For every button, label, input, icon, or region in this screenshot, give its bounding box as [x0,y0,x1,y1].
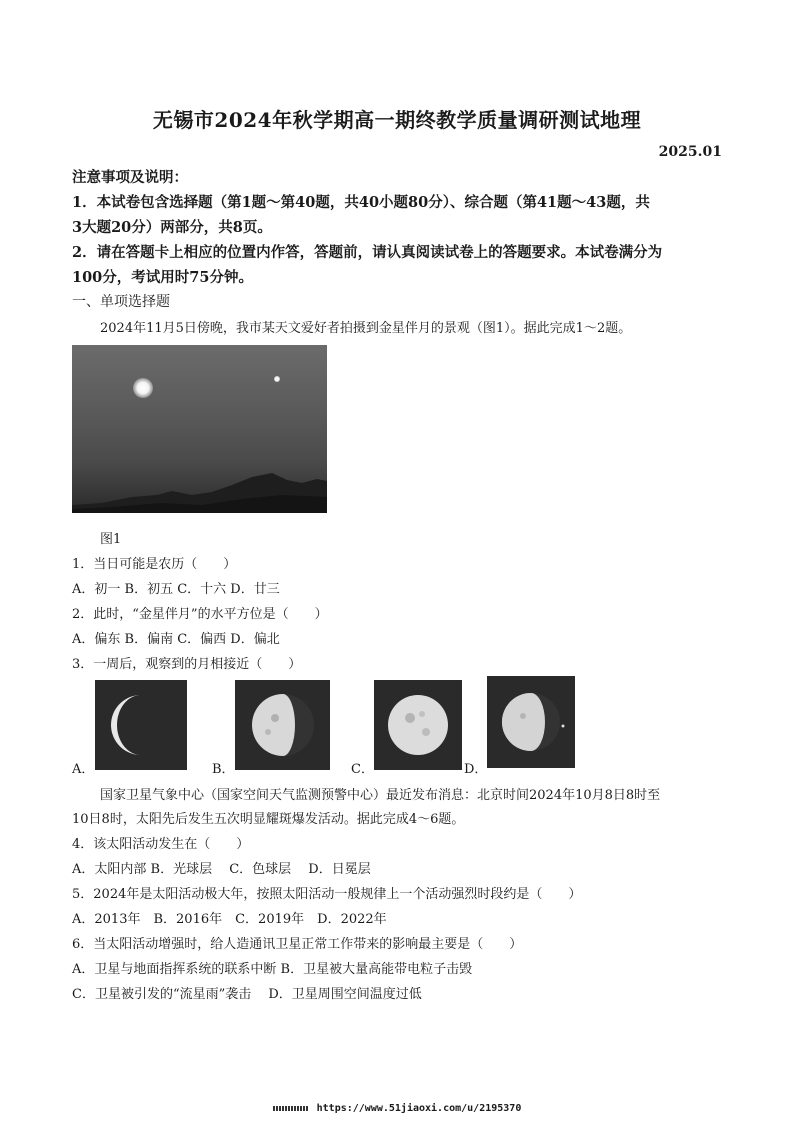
question-2-options: A．偏东 B．偏南 C．偏西 D．偏北 [72,632,280,647]
moon-phase-c [374,680,462,770]
question-4: 4．该太阳活动发生在（ ） [72,837,250,852]
moon-phase-b [235,680,330,770]
exam-title: 无锡市2024年秋学期高一期终教学质量调研测试地理 [152,108,642,132]
question-3: 3．一周后，观察到的月相接近（ ） [72,657,302,672]
notice-item-2-line-2: 100分，考试用时75分钟。 [72,269,253,286]
question-6-options-line-1: A．卫星与地面指挥系统的联系中断 B．卫星被大量高能带电粒子击毁 [72,962,473,977]
section-heading: 一、单项选择题 [72,294,170,310]
question-1: 1．当日可能是农历（ ） [72,557,237,572]
question-5: 5．2024年是太阳活动极大年，按照太阳活动一般规律上一个活动强烈时段约是（ ） [72,887,582,902]
footer-url[interactable]: https://www.51jiaoxi.com/u/2195370 [316,1103,522,1114]
exam-date: 2025.01 [658,144,722,160]
option-label-b: B． [212,762,235,777]
moon-phase-a [95,680,187,770]
question-1-options: A．初一 B．初五 C．十六 D．廿三 [72,582,280,597]
passage-intro-2-line-1: 国家卫星气象中心（国家空间天气监测预警中心）最近发布消息：北京时间2024年10月8日8时至 [100,788,661,803]
venus-icon [274,376,280,382]
question-2: 2．此时，“金星伴月”的水平方位是（ ） [72,607,328,622]
passage-intro-2-line-2: 10日8时，太阳先后发生五次明显耀斑爆发活动。据此完成4～6题。 [72,812,465,827]
passage-intro-1: 2024年11月5日傍晚，我市某天文爱好者拍摄到金星伴月的景观（图1）。据此完成1～2题。 [100,321,632,336]
moon-icon [133,378,153,398]
moon-phase-d [487,676,575,768]
notice-item-1-line-2: 3大题20分）两部分，共8页。 [72,219,272,236]
question-4-options: A．太阳内部 B．光球层 C．色球层 D．日冕层 [72,862,371,877]
option-label-c: C． [351,762,374,777]
mountain-silhouette [72,345,327,513]
watermark-logo-icon [273,1106,309,1111]
option-label-d: D． [464,762,488,777]
question-5-options: A．2013年 B．2016年 C．2019年 D．2022年 [72,912,387,927]
notice-heading: 注意事项及说明： [72,169,188,186]
figure-caption: 图1 [100,532,122,547]
venus-moon-photo [72,345,327,513]
question-6: 6．当太阳活动增强时，给人造通讯卫星正常工作带来的影响最主要是（ ） [72,937,523,952]
option-label-a: A． [72,762,95,777]
footer-watermark [0,1103,794,1114]
notice-item-2-line-1: 2．请在答题卡上相应的位置内作答，答题前，请认真阅读试卷上的答题要求。本试卷满分为 [72,244,663,261]
question-6-options-line-2: C．卫星被引发的“流星雨”袭击 D．卫星周围空间温度过低 [72,987,422,1002]
notice-item-1-line-1: 1．本试卷包含选择题（第1题～第40题，共40小题80分）、综合题（第41题～43题，共 [72,194,650,211]
